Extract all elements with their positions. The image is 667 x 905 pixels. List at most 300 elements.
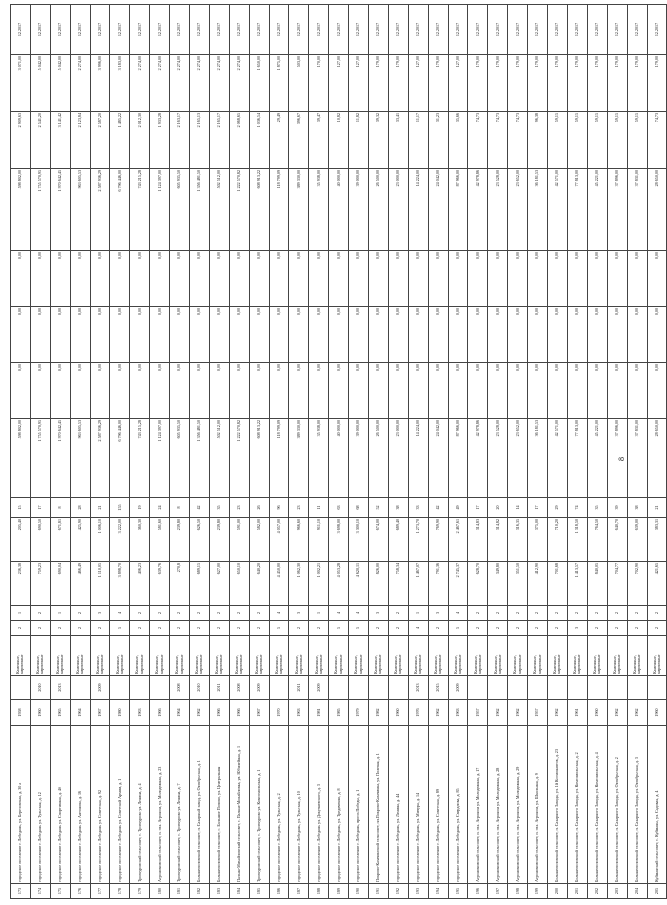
cell-year-renovated bbox=[70, 676, 90, 700]
cell-row-number: 187 bbox=[289, 884, 309, 899]
cell-federal-funds: 0,00 bbox=[448, 363, 468, 419]
cell-max-cost-per-sqm: 1 875,00 bbox=[269, 55, 289, 112]
cell-address: городское поселение г. Лебедянь, ул. Тредиченко, д. 8 bbox=[329, 726, 349, 884]
cell-year-built: 1980 bbox=[110, 700, 130, 726]
cell-regional-funds: 0,00 bbox=[388, 307, 408, 363]
cell-federal-funds: 0,00 bbox=[647, 363, 667, 419]
cell-total-area: 840,05 bbox=[587, 562, 607, 606]
cell-total-cost: 23 652,00 bbox=[508, 419, 528, 498]
cell-floors: 2 bbox=[229, 621, 249, 636]
cell-federal-funds: 0,00 bbox=[309, 363, 329, 419]
cell-regional-funds: 0,00 bbox=[488, 307, 508, 363]
cell-year-renovated: 2011 bbox=[209, 676, 229, 700]
cell-living-area: 239,80 bbox=[209, 518, 229, 562]
cell-federal-funds: 0,00 bbox=[349, 363, 369, 419]
cell-federal-funds: 0,00 bbox=[130, 363, 150, 419]
cell-living-area: 710,20 bbox=[548, 518, 568, 562]
cell-max-cost-per-sqm: 127,00 bbox=[329, 55, 349, 112]
cell-federal-funds: 0,00 bbox=[11, 363, 31, 419]
cell-residents: 49 bbox=[448, 498, 468, 518]
cell-living-area: 3 300,10 bbox=[349, 518, 369, 562]
table-row bbox=[528, 5, 548, 899]
cell-planned-date: 12.2017 bbox=[90, 5, 110, 55]
cell-year-renovated: 2009 bbox=[249, 676, 269, 700]
cell-local-funds: 0,00 bbox=[468, 251, 488, 307]
cell-year-built: 1960 bbox=[647, 700, 667, 726]
cell-total-cost: 23 000,00 bbox=[388, 419, 408, 498]
cell-total-area: 349,80 bbox=[488, 562, 508, 606]
cell-local-funds: 0,00 bbox=[30, 251, 50, 307]
cell-max-cost-per-sqm: 127,00 bbox=[448, 55, 468, 112]
cell-row-number: 182 bbox=[190, 884, 210, 899]
cell-entrances: 2 bbox=[388, 606, 408, 621]
cell-living-area: 239,80 bbox=[170, 518, 190, 562]
cell-entrances: 2 bbox=[488, 606, 508, 621]
housing-register-table bbox=[10, 4, 667, 899]
cell-federal-funds: 0,00 bbox=[50, 363, 70, 419]
cell-living-area: 911,10 bbox=[309, 518, 329, 562]
cell-floors: 2 bbox=[428, 621, 448, 636]
cell-living-area: 2 467,61 bbox=[448, 518, 468, 562]
cell-living-area: 3 222,00 bbox=[110, 518, 130, 562]
cell-living-area: 689,40 bbox=[388, 518, 408, 562]
cell-wall-material: Каменные, кирпичные bbox=[508, 636, 528, 676]
cell-planned-date: 12.2017 bbox=[269, 5, 289, 55]
cell-local-funds: 0,00 bbox=[647, 251, 667, 307]
cell-federal-funds: 0,00 bbox=[548, 363, 568, 419]
cell-year-renovated: 2013 bbox=[50, 676, 70, 700]
cell-row-number: 186 bbox=[269, 884, 289, 899]
cell-cost-per-sqm: 29,49 bbox=[269, 112, 289, 169]
cell-address: Агрономовский сельсовет, п. свх. Агроном ул. Молодежная, д. 28 bbox=[488, 726, 508, 884]
cell-cost-per-sqm: 59,15 bbox=[627, 112, 647, 169]
cell-federal-funds: 0,00 bbox=[388, 363, 408, 419]
cell-cost-per-sqm: 396,67 bbox=[289, 112, 309, 169]
cell-max-cost-per-sqm: 179,00 bbox=[508, 55, 528, 112]
cell-total-area: 689,15 bbox=[190, 562, 210, 606]
cell-regional-funds: 0,00 bbox=[289, 307, 309, 363]
cell-owner-funds: 2 587 936,29 bbox=[90, 169, 110, 251]
cell-residents: 23 bbox=[289, 498, 309, 518]
cell-total-cost: 42 571,00 bbox=[548, 419, 568, 498]
cell-owner-funds: 23 652,00 bbox=[508, 169, 528, 251]
cell-floors: 3 bbox=[567, 621, 587, 636]
cell-planned-date: 12.2017 bbox=[567, 5, 587, 55]
cell-wall-material: Каменные, кирпичные bbox=[468, 636, 488, 676]
cell-planned-date: 12.2017 bbox=[587, 5, 607, 55]
cell-regional-funds: 0,00 bbox=[408, 307, 428, 363]
cell-address: Большепоповский сельсовет, п. Сахарного Завода, ул. Октябрьская, д. 2 bbox=[607, 726, 627, 884]
cell-local-funds: 0,00 bbox=[349, 251, 369, 307]
cell-year-renovated bbox=[110, 676, 130, 700]
cell-federal-funds: 0,00 bbox=[110, 363, 130, 419]
cell-year-renovated bbox=[627, 676, 647, 700]
cell-total-cost: 26 500,00 bbox=[369, 419, 389, 498]
cell-entrances: 1 bbox=[50, 606, 70, 621]
cell-entrances: 2 bbox=[170, 606, 190, 621]
cell-total-cost: 87 966,00 bbox=[448, 419, 468, 498]
cell-address: городское поселение г. Лебедянь, ул. Тульская, д. 2 bbox=[269, 726, 289, 884]
cell-residents: 29 bbox=[548, 498, 568, 518]
cell-wall-material: Каменные, кирпичные bbox=[428, 636, 448, 676]
cell-local-funds: 0,00 bbox=[528, 251, 548, 307]
cell-row-number: 190 bbox=[349, 884, 369, 899]
cell-total-cost: 24 042,00 bbox=[428, 419, 448, 498]
cell-floors: 2 bbox=[488, 621, 508, 636]
cell-owner-funds: 1 124 397,00 bbox=[150, 169, 170, 251]
cell-owner-funds: 45 221,00 bbox=[587, 169, 607, 251]
cell-max-cost-per-sqm: 3 183,00 bbox=[110, 55, 130, 112]
cell-row-number: 199 bbox=[528, 884, 548, 899]
cell-entrances: 4 bbox=[269, 606, 289, 621]
cell-owner-funds: 24 042,00 bbox=[428, 169, 448, 251]
cell-year-renovated bbox=[150, 676, 170, 700]
cell-local-funds: 0,00 bbox=[567, 251, 587, 307]
cell-total-area: 701,68 bbox=[548, 562, 568, 606]
cell-cost-per-sqm: 59,15 bbox=[548, 112, 568, 169]
cell-wall-material: Каменные, кирпичные bbox=[110, 636, 130, 676]
cell-total-cost: 1 356 481,50 bbox=[190, 419, 210, 498]
cell-floors: 2 bbox=[170, 621, 190, 636]
cell-entrances: 1 bbox=[11, 606, 31, 621]
cell-row-number: 198 bbox=[508, 884, 528, 899]
cell-wall-material: Каменные, кирпичные bbox=[289, 636, 309, 676]
cell-local-funds: 0,00 bbox=[289, 251, 309, 307]
cell-regional-funds: 0,00 bbox=[508, 307, 528, 363]
cell-row-number: 205 bbox=[647, 884, 667, 899]
cell-year-renovated: 2009 bbox=[309, 676, 329, 700]
cell-residents: 35 bbox=[209, 498, 229, 518]
cell-floors: 2 bbox=[289, 621, 309, 636]
cell-entrances: 4 bbox=[349, 606, 369, 621]
cell-year-renovated bbox=[508, 676, 528, 700]
cell-year-built: 1964 bbox=[70, 700, 90, 726]
cell-entrances: 2 bbox=[229, 606, 249, 621]
cell-total-area: 702,90 bbox=[627, 562, 647, 606]
cell-total-cost: 14 224,00 bbox=[408, 419, 428, 498]
cell-local-funds: 0,00 bbox=[607, 251, 627, 307]
cell-residents: 68 bbox=[349, 498, 369, 518]
cell-planned-date: 12.2017 bbox=[607, 5, 627, 55]
cell-residents: 17 bbox=[30, 498, 50, 518]
cell-planned-date: 12.2017 bbox=[528, 5, 548, 55]
cell-living-area: 314,83 bbox=[468, 518, 488, 562]
cell-address: Большепоповский сельсовет, п. Сахарный завод, ул. Октябрьская, д. 1 bbox=[190, 726, 210, 884]
cell-address: городское поселение г. Лебедянь ул. Советской Армии, д. 1 bbox=[110, 726, 130, 884]
cell-entrances: 1 bbox=[309, 606, 329, 621]
cell-total-area: 628,70 bbox=[468, 562, 488, 606]
cell-floors: 5 bbox=[448, 621, 468, 636]
cell-total-area: 826,00 bbox=[369, 562, 389, 606]
cell-floors: 2 bbox=[548, 621, 568, 636]
cell-owner-funds: 23 000,00 bbox=[388, 169, 408, 251]
table-row bbox=[30, 5, 50, 899]
cell-total-area: 704,77 bbox=[607, 562, 627, 606]
table-row bbox=[468, 5, 488, 899]
cell-row-number: 175 bbox=[50, 884, 70, 899]
table-row bbox=[269, 5, 289, 899]
cell-entrances: 2 bbox=[130, 606, 150, 621]
cell-wall-material: Каменные, кирпичные bbox=[269, 636, 289, 676]
cell-wall-material: Каменные, кирпичные bbox=[130, 636, 150, 676]
page-number: 8 bbox=[617, 457, 626, 461]
cell-year-built: 1963 bbox=[448, 700, 468, 726]
cell-row-number: 183 bbox=[209, 884, 229, 899]
cell-planned-date: 12.2017 bbox=[408, 5, 428, 55]
table-row bbox=[607, 5, 627, 899]
cell-year-renovated bbox=[587, 676, 607, 700]
table-row bbox=[408, 5, 428, 899]
cell-floors: 2 bbox=[50, 621, 70, 636]
cell-planned-date: 12.2017 bbox=[190, 5, 210, 55]
table-row bbox=[567, 5, 587, 899]
cell-year-built: 1962 bbox=[548, 700, 568, 726]
cell-local-funds: 0,00 bbox=[329, 251, 349, 307]
cell-regional-funds: 0,00 bbox=[548, 307, 568, 363]
cell-total-area: 1 002,21 bbox=[309, 562, 329, 606]
cell-residents: 14 bbox=[508, 498, 528, 518]
cell-planned-date: 12.2017 bbox=[349, 5, 369, 55]
cell-total-cost: 45 221,00 bbox=[587, 419, 607, 498]
cell-cost-per-sqm: 2 163,17 bbox=[170, 112, 190, 169]
cell-living-area: 581,60 bbox=[150, 518, 170, 562]
cell-total-cost: 36 181,53 bbox=[528, 419, 548, 498]
cell-floors: 2 bbox=[70, 621, 90, 636]
cell-row-number: 193 bbox=[408, 884, 428, 899]
cell-wall-material: Каменные, кирпичные bbox=[408, 636, 428, 676]
cell-total-cost: 37 896,00 bbox=[607, 419, 627, 498]
cell-owner-funds: 42 571,00 bbox=[548, 169, 568, 251]
cell-year-built: 1966 bbox=[229, 700, 249, 726]
cell-residents: 38 bbox=[388, 498, 408, 518]
cell-residents: 15 bbox=[11, 498, 31, 518]
cell-floors: 2 bbox=[190, 621, 210, 636]
cell-year-built: 1967 bbox=[90, 700, 110, 726]
cell-year-built: 1960 bbox=[388, 700, 408, 726]
cell-cost-per-sqm: 1 933,28 bbox=[150, 112, 170, 169]
cell-regional-funds: 0,00 bbox=[349, 307, 369, 363]
cell-owner-funds: 37 896,00 bbox=[607, 169, 627, 251]
table-row bbox=[150, 5, 170, 899]
cell-owner-funds: 39 000,00 bbox=[349, 169, 369, 251]
cell-entrances: 3 bbox=[428, 606, 448, 621]
cell-year-built: 1979 bbox=[349, 700, 369, 726]
cell-regional-funds: 0,00 bbox=[309, 307, 329, 363]
cell-living-area: 375,00 bbox=[528, 518, 548, 562]
cell-total-cost: 1 124 397,00 bbox=[150, 419, 170, 498]
cell-year-renovated bbox=[528, 676, 548, 700]
cell-cost-per-sqm: 11,82 bbox=[349, 112, 369, 169]
table-row bbox=[448, 5, 468, 899]
cell-year-built: 1966 bbox=[150, 700, 170, 726]
cell-max-cost-per-sqm: 179,00 bbox=[468, 55, 488, 112]
table-row bbox=[369, 5, 389, 899]
table-row bbox=[289, 5, 309, 899]
cell-address: городское поселение г. Лебедянь ул. Советская, д. 92 bbox=[90, 726, 110, 884]
cell-regional-funds: 0,00 bbox=[190, 307, 210, 363]
cell-total-cost: 389 330,00 bbox=[289, 419, 309, 498]
cell-year-built: 1962 bbox=[190, 700, 210, 726]
cell-local-funds: 0,00 bbox=[90, 251, 110, 307]
cell-address: Покрово-Казачинский сельсовет, пл.Покрово-Казачинка, ул. Полевая, д. 1 bbox=[369, 726, 389, 884]
cell-local-funds: 0,00 bbox=[150, 251, 170, 307]
cell-regional-funds: 0,00 bbox=[170, 307, 190, 363]
cell-address: городское поселение г. Лебедянь ул. Тульская, д. 12 bbox=[30, 726, 50, 884]
cell-cost-per-sqm: 2 123,84 bbox=[70, 112, 90, 169]
cell-year-built: 1957 bbox=[528, 700, 548, 726]
cell-cost-per-sqm: 2 012,30 bbox=[130, 112, 150, 169]
cell-living-area: 674,00 bbox=[369, 518, 389, 562]
cell-federal-funds: 0,00 bbox=[329, 363, 349, 419]
cell-entrances: 2 bbox=[567, 606, 587, 621]
cell-residents: 63 bbox=[329, 498, 349, 518]
cell-cost-per-sqm: 2 165,17 bbox=[209, 112, 229, 169]
cell-year-built: 1962 bbox=[607, 700, 627, 726]
cell-residents: 8 bbox=[50, 498, 70, 518]
cell-federal-funds: 0,00 bbox=[229, 363, 249, 419]
cell-floors: 2 bbox=[528, 621, 548, 636]
cell-cost-per-sqm: 96,38 bbox=[528, 112, 548, 169]
cell-residents: 42 bbox=[190, 498, 210, 518]
table-row bbox=[329, 5, 349, 899]
cell-row-number: 188 bbox=[309, 884, 329, 899]
cell-planned-date: 12.2017 bbox=[11, 5, 31, 55]
cell-total-cost: 1 755 570,95 bbox=[30, 419, 50, 498]
cell-regional-funds: 0,00 bbox=[448, 307, 468, 363]
cell-entrances: 2 bbox=[587, 606, 607, 621]
cell-year-renovated bbox=[369, 676, 389, 700]
cell-cost-per-sqm: 3 141,42 bbox=[50, 112, 70, 169]
cell-address: городское поселение г. Лебедянь ул. Антонова, д. 16 bbox=[70, 726, 90, 884]
cell-living-area: 316,35 bbox=[508, 518, 528, 562]
cell-regional-funds: 0,00 bbox=[647, 307, 667, 363]
cell-regional-funds: 0,00 bbox=[627, 307, 647, 363]
table-row bbox=[130, 5, 150, 899]
cell-local-funds: 0,00 bbox=[508, 251, 528, 307]
cell-row-number: 180 bbox=[150, 884, 170, 899]
cell-owner-funds: 37 831,00 bbox=[627, 169, 647, 251]
cell-total-cost: 118 799,09 bbox=[269, 419, 289, 498]
cell-federal-funds: 0,00 bbox=[90, 363, 110, 419]
cell-federal-funds: 0,00 bbox=[289, 363, 309, 419]
cell-max-cost-per-sqm: 179,00 bbox=[587, 55, 607, 112]
cell-residents: 11 bbox=[309, 498, 329, 518]
cell-max-cost-per-sqm: 3 071,00 bbox=[11, 55, 31, 112]
cell-federal-funds: 0,00 bbox=[269, 363, 289, 419]
cell-cost-per-sqm: 74,73 bbox=[468, 112, 488, 169]
cell-total-area: 690,04 bbox=[50, 562, 70, 606]
cell-year-renovated: 2009 bbox=[90, 676, 110, 700]
cell-regional-funds: 0,00 bbox=[130, 307, 150, 363]
cell-owner-funds: 6 796 446,00 bbox=[110, 169, 130, 251]
cell-total-area: 270,8 bbox=[170, 562, 190, 606]
cell-residents: 35 bbox=[587, 498, 607, 518]
cell-year-renovated: 2008 bbox=[170, 676, 190, 700]
cell-entrances: 2 bbox=[30, 606, 50, 621]
cell-planned-date: 12.2017 bbox=[508, 5, 528, 55]
cell-planned-date: 12.2017 bbox=[289, 5, 309, 55]
cell-total-cost: 1 970 642,45 bbox=[50, 419, 70, 498]
cell-entrances: 4 bbox=[329, 606, 349, 621]
cell-address: Большепоповский сельсовет, п. Сахарного Завода, ул. Комсомольская, д. 4 bbox=[587, 726, 607, 884]
cell-residents: 39 bbox=[607, 498, 627, 518]
cell-wall-material: Каменные, кирпичные bbox=[309, 636, 329, 676]
cell-wall-material: Каменные, кирпичные bbox=[627, 636, 647, 676]
cell-floors: 2 bbox=[11, 621, 31, 636]
cell-max-cost-per-sqm: 170,00 bbox=[309, 55, 329, 112]
cell-floors: 2 bbox=[369, 621, 389, 636]
cell-wall-material: Каменные, кирпичные bbox=[369, 636, 389, 676]
cell-regional-funds: 0,00 bbox=[269, 307, 289, 363]
cell-wall-material: Каменные, кирпичные bbox=[190, 636, 210, 676]
cell-regional-funds: 0,00 bbox=[468, 307, 488, 363]
cell-total-cost: 40 000,00 bbox=[329, 419, 349, 498]
cell-planned-date: 12.2017 bbox=[249, 5, 269, 55]
cell-floors: 2 bbox=[249, 621, 269, 636]
cell-cost-per-sqm: 2 587,20 bbox=[90, 112, 110, 169]
cell-floors: 2 bbox=[647, 621, 667, 636]
cell-federal-funds: 0,00 bbox=[369, 363, 389, 419]
cell-local-funds: 0,00 bbox=[309, 251, 329, 307]
cell-local-funds: 0,00 bbox=[388, 251, 408, 307]
cell-regional-funds: 0,00 bbox=[150, 307, 170, 363]
cell-owner-funds: 1 970 642,45 bbox=[50, 169, 70, 251]
cell-residents: 26 bbox=[249, 498, 269, 518]
cell-year-renovated bbox=[468, 676, 488, 700]
cell-owner-funds: 118 799,09 bbox=[269, 169, 289, 251]
cell-living-area: 639,00 bbox=[627, 518, 647, 562]
cell-owner-funds: 389 330,00 bbox=[289, 169, 309, 251]
table-row bbox=[11, 5, 31, 899]
cell-floors: 2 bbox=[130, 621, 150, 636]
cell-owner-funds: 26 500,00 bbox=[369, 169, 389, 251]
cell-max-cost-per-sqm: 179,00 bbox=[388, 55, 408, 112]
cell-entrances: 3 bbox=[369, 606, 389, 621]
cell-year-renovated: 2011 bbox=[289, 676, 309, 700]
cell-entrances: 2 bbox=[607, 606, 627, 621]
cell-year-renovated bbox=[130, 676, 150, 700]
cell-living-area: 764,50 bbox=[587, 518, 607, 562]
cell-total-area: 4 620,11 bbox=[349, 562, 369, 606]
cell-local-funds: 0,00 bbox=[428, 251, 448, 307]
cell-local-funds: 0,00 bbox=[170, 251, 190, 307]
cell-address: Большепоповский сельсовет, п. Сахарного Завода, ул. Комсомольская, д. 2 bbox=[567, 726, 587, 884]
cell-floors: 5 bbox=[110, 621, 130, 636]
cell-total-area: 421,65 bbox=[647, 562, 667, 606]
table-row bbox=[229, 5, 249, 899]
cell-max-cost-per-sqm: 5 042,00 bbox=[50, 55, 70, 112]
cell-residents: 155 bbox=[110, 498, 130, 518]
cell-residents: 21 bbox=[90, 498, 110, 518]
cell-federal-funds: 0,00 bbox=[567, 363, 587, 419]
cell-year-built: 1970 bbox=[269, 700, 289, 726]
cell-residents: 17 bbox=[528, 498, 548, 518]
cell-total-area: 650,10 bbox=[229, 562, 249, 606]
cell-max-cost-per-sqm: 2 274,00 bbox=[170, 55, 190, 112]
cell-row-number: 192 bbox=[388, 884, 408, 899]
cell-row-number: 173 bbox=[11, 884, 31, 899]
cell-entrances: 3 bbox=[90, 606, 110, 621]
cell-living-area: 966,60 bbox=[289, 518, 309, 562]
cell-living-area: 640,70 bbox=[607, 518, 627, 562]
cell-living-area: 360,30 bbox=[130, 518, 150, 562]
cell-planned-date: 12.2017 bbox=[329, 5, 349, 55]
cell-federal-funds: 0,00 bbox=[587, 363, 607, 419]
cell-address: Агрономовский сельсовет, п. свх. Агроном, ул. Молодежная, д. 29 bbox=[508, 726, 528, 884]
cell-wall-material: Каменные, кирпичные bbox=[607, 636, 627, 676]
cell-cost-per-sqm: 2 541,20 bbox=[30, 112, 50, 169]
cell-cost-per-sqm: 59,15 bbox=[607, 112, 627, 169]
